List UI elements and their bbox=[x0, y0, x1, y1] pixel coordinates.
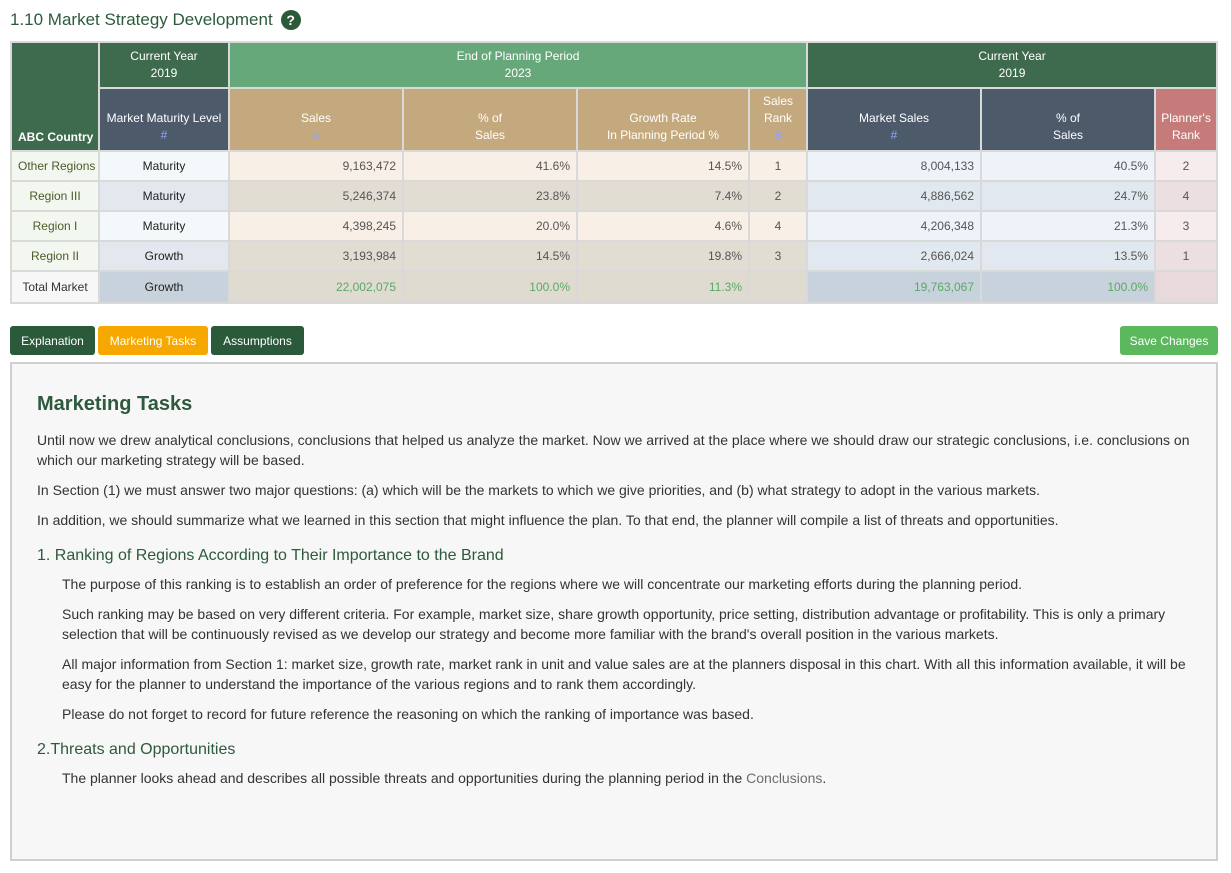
panel-title: Marketing Tasks bbox=[37, 393, 193, 415]
sales-rank-cell: 3 bbox=[749, 241, 807, 271]
maturity-cell[interactable]: Maturity bbox=[99, 151, 229, 181]
dollar-marker: $ bbox=[774, 128, 782, 142]
help-icon[interactable]: ? bbox=[281, 10, 301, 30]
header-label: Planner's bbox=[1161, 111, 1211, 125]
pct-sales-cell: 41.6% bbox=[403, 151, 577, 181]
marketing-tasks-panel bbox=[10, 362, 1218, 861]
explanation-button[interactable]: Explanation bbox=[10, 326, 95, 355]
col-growth-rate bbox=[577, 88, 749, 151]
threats-text: The planner looks ahead and describes all possible threats and opportunities during the planning period in the bbox=[62, 770, 743, 786]
paragraph: All major information from Section 1: market size, growth rate, market rank in unit and value sales are at the planners disposal in this chart. With all this information available, it will be easy for the planner to understand the importance of the various regions and to rank them accordingly. bbox=[62, 656, 1186, 692]
sales-cell: 4,398,245 bbox=[229, 211, 403, 241]
sales-rank-cell: 2 bbox=[749, 181, 807, 211]
growth-cell: 7.4% bbox=[577, 181, 749, 211]
sales-rank-cell: 4 bbox=[749, 211, 807, 241]
total-market-sales: 19,763,067 bbox=[807, 271, 981, 303]
total-rank-empty bbox=[749, 271, 807, 303]
col-maturity bbox=[99, 88, 229, 151]
sales-cell: 9,163,472 bbox=[229, 151, 403, 181]
header-label: % of bbox=[477, 111, 502, 125]
threats-section bbox=[37, 768, 1191, 788]
group-label: End of Planning Period bbox=[456, 49, 580, 63]
paragraph: In Section (1) we must answer two major questions: (a) which will be the markets to which we give priorities, and (b) what strategy to adopt in the various markets. bbox=[37, 482, 1040, 498]
ranking-section bbox=[37, 574, 1191, 724]
sales-cell: 5,246,374 bbox=[229, 181, 403, 211]
paragraph bbox=[62, 768, 1191, 788]
hash-marker: # bbox=[160, 128, 168, 142]
header-label: Sales bbox=[762, 94, 794, 108]
header-label: Sales bbox=[474, 128, 506, 142]
market-sales-cell: 2,666,024 bbox=[807, 241, 981, 271]
sales-rank-cell: 1 bbox=[749, 151, 807, 181]
assumptions-button[interactable]: Assumptions bbox=[211, 326, 304, 355]
total-market-pct: 100.0% bbox=[981, 271, 1155, 303]
header-label: Market Maturity Level bbox=[106, 111, 222, 125]
paragraph: Such ranking may be based on very different criteria. For example, market size, share growth opportunity, price setting, distribution advantage or profitability. This is only a primary selection that will be continuously revised as we develop our strategy and become more familiar with the brand's overall position in the various markets. bbox=[62, 606, 1166, 642]
table-row bbox=[11, 151, 1217, 181]
hash-marker: # bbox=[312, 128, 320, 142]
total-maturity: Growth bbox=[99, 271, 229, 303]
total-planners-empty bbox=[1155, 271, 1217, 303]
pct-sales-cell: 20.0% bbox=[403, 211, 577, 241]
market-sales-cell: 4,886,562 bbox=[807, 181, 981, 211]
region-name: Region II bbox=[11, 241, 99, 271]
paragraph: Please do not forget to record for future reference the reasoning on which the ranking of importance was based. bbox=[62, 706, 754, 722]
pct-sales-cell: 14.5% bbox=[403, 241, 577, 271]
group-label: Current Year bbox=[130, 49, 198, 63]
col-sales-rank bbox=[749, 88, 807, 151]
market-pct-cell: 24.7% bbox=[981, 181, 1155, 211]
group-label: Current Year bbox=[978, 49, 1046, 63]
page-title bbox=[10, 10, 301, 30]
col-market-sales bbox=[807, 88, 981, 151]
market-sales-cell: 4,206,348 bbox=[807, 211, 981, 241]
market-pct-cell: 40.5% bbox=[981, 151, 1155, 181]
col-pct-sales bbox=[403, 88, 577, 151]
table-row bbox=[11, 241, 1217, 271]
group-year: 2019 bbox=[150, 66, 178, 80]
group-year: 2023 bbox=[504, 66, 532, 80]
planners-rank-input[interactable]: 3 bbox=[1155, 211, 1217, 241]
total-growth: 11.3% bbox=[577, 271, 749, 303]
region-name: Region III bbox=[11, 181, 99, 211]
save-changes-button[interactable]: Save Changes bbox=[1120, 326, 1218, 355]
header-label: Market Sales bbox=[859, 111, 930, 125]
section-heading-ranking: 1. Ranking of Regions According to Their Importance to the Brand bbox=[37, 547, 504, 564]
header-label: Growth Rate bbox=[629, 111, 697, 125]
header-label: Rank bbox=[764, 111, 793, 125]
col-planners-rank bbox=[1155, 88, 1217, 151]
hash-marker: # bbox=[890, 128, 898, 142]
planners-rank-input[interactable]: 1 bbox=[1155, 241, 1217, 271]
market-strategy-table bbox=[10, 41, 1218, 304]
maturity-cell[interactable]: Maturity bbox=[99, 181, 229, 211]
growth-cell: 14.5% bbox=[577, 151, 749, 181]
sales-cell: 3,193,984 bbox=[229, 241, 403, 271]
header-label: Sales bbox=[300, 111, 332, 125]
col-sales bbox=[229, 88, 403, 151]
marketing-tasks-button[interactable]: Marketing Tasks bbox=[98, 326, 208, 355]
pct-sales-cell: 23.8% bbox=[403, 181, 577, 211]
table-row bbox=[11, 211, 1217, 241]
col-country: ABC Country bbox=[11, 42, 99, 151]
maturity-cell[interactable]: Growth bbox=[99, 241, 229, 271]
paragraph: The purpose of this ranking is to establish an order of preference for the regions where we will concentrate our marketing efforts during the planning period. bbox=[62, 576, 1023, 592]
growth-cell: 4.6% bbox=[577, 211, 749, 241]
total-row bbox=[11, 271, 1217, 303]
header-label: In Planning Period % bbox=[606, 128, 720, 142]
total-label: Total Market bbox=[11, 271, 99, 303]
region-name: Region I bbox=[11, 211, 99, 241]
total-sales: 22,002,075 bbox=[229, 271, 403, 303]
planners-rank-input[interactable]: 2 bbox=[1155, 151, 1217, 181]
col-group-end-period bbox=[229, 42, 807, 88]
maturity-cell[interactable]: Maturity bbox=[99, 211, 229, 241]
region-name: Other Regions bbox=[11, 151, 99, 181]
header-label: Sales bbox=[1053, 128, 1084, 142]
period: . bbox=[822, 770, 827, 786]
header-label: Rank bbox=[1172, 128, 1201, 142]
group-year: 2019 bbox=[998, 66, 1026, 80]
market-pct-cell: 13.5% bbox=[981, 241, 1155, 271]
section-heading-threats: 2.Threats and Opportunities bbox=[37, 741, 236, 758]
table-row bbox=[11, 181, 1217, 211]
market-sales-cell: 8,004,133 bbox=[807, 151, 981, 181]
planners-rank-input[interactable]: 4 bbox=[1155, 181, 1217, 211]
col-group-current-year-b bbox=[807, 42, 1217, 88]
paragraph: In addition, we should summarize what we learned in this section that might influence the plan. To that end, the planner will compile a list of threats and opportunities. bbox=[37, 512, 1059, 528]
paragraph: Until now we drew analytical conclusions, conclusions that helped us analyze the market. Now we arrived at the place where we should draw our strategic conclusions, i.e. conclusions on which our marketing strategy will be based. bbox=[37, 432, 1190, 468]
conclusions-link[interactable]: Conclusions bbox=[746, 770, 823, 786]
col-market-pct bbox=[981, 88, 1155, 151]
col-group-current-year-a bbox=[99, 42, 229, 88]
header-label: % of bbox=[1056, 111, 1081, 125]
market-pct-cell: 21.3% bbox=[981, 211, 1155, 241]
page-title-text: 1.10 Market Strategy Development bbox=[10, 10, 273, 29]
growth-cell: 19.8% bbox=[577, 241, 749, 271]
total-pct: 100.0% bbox=[403, 271, 577, 303]
